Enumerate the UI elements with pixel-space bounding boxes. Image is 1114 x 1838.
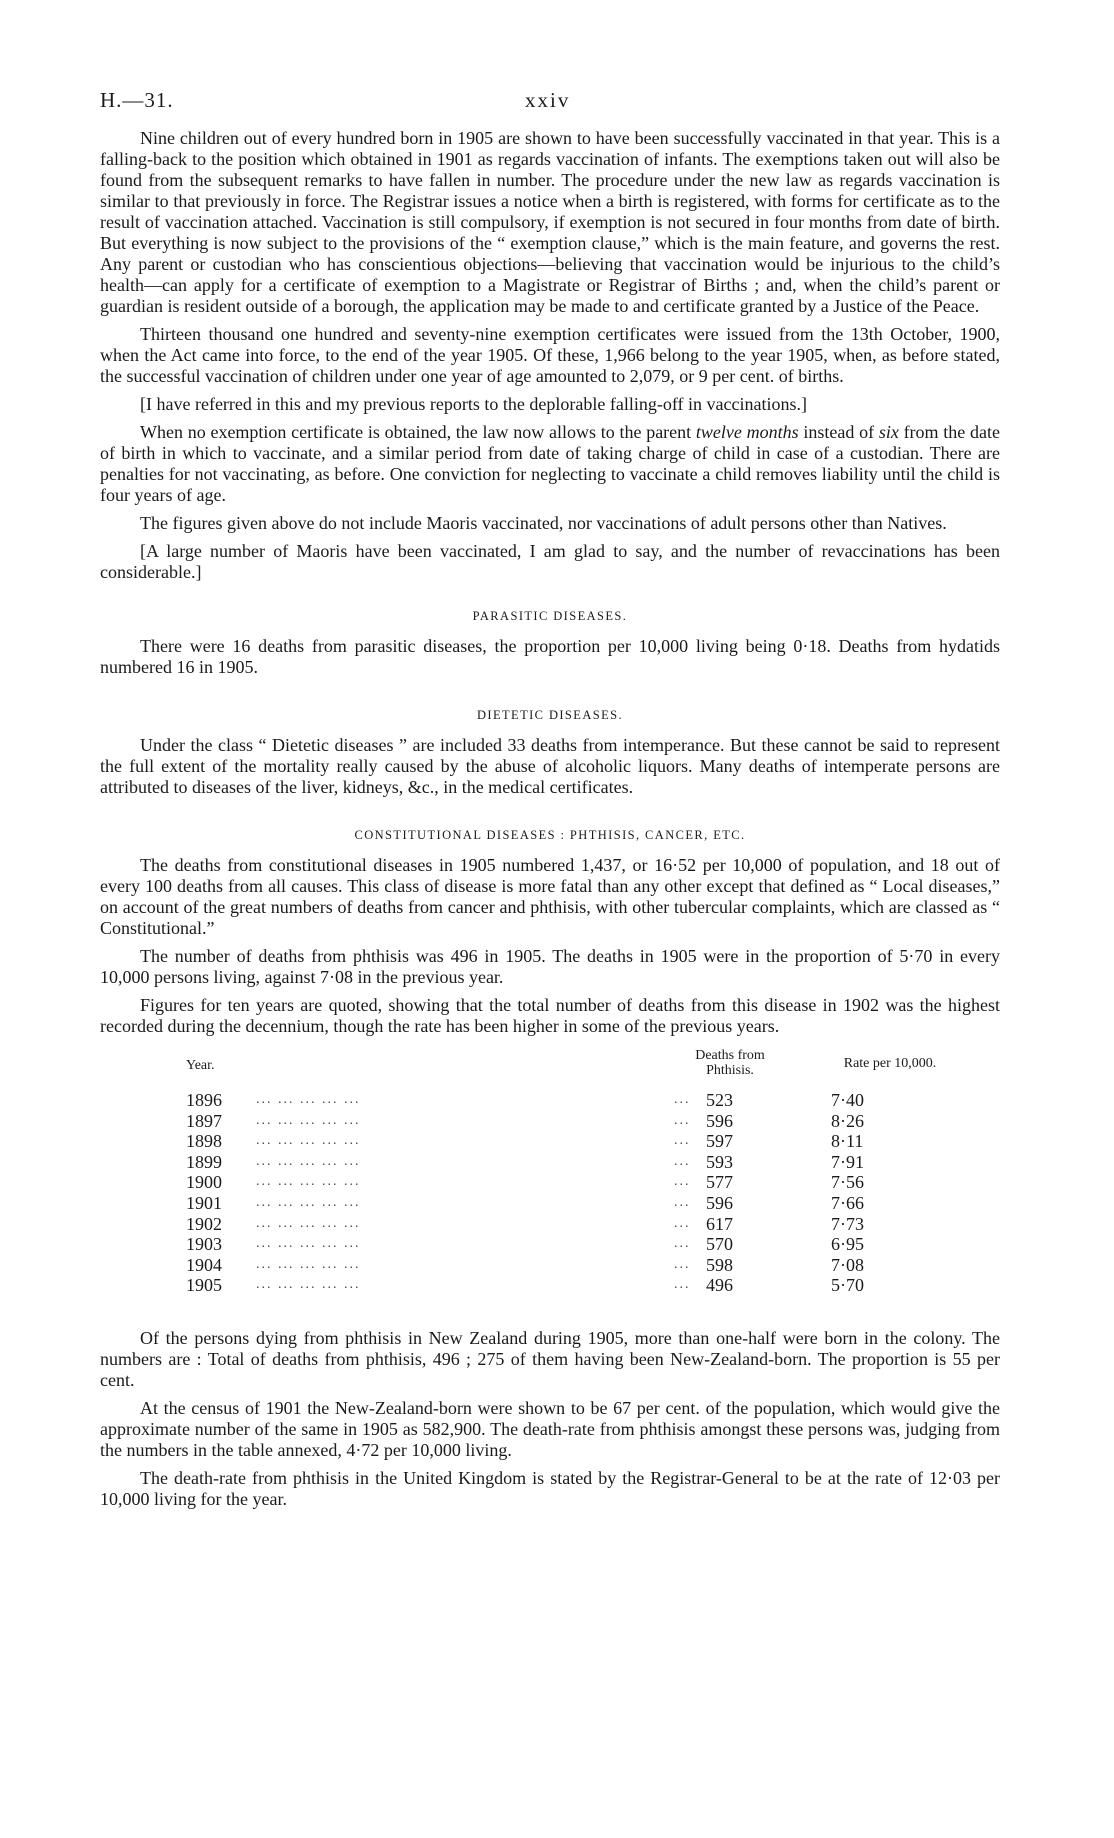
- leader-dots: ...: [674, 1195, 691, 1210]
- leader-dots: ... ... ... ... ...: [256, 1277, 361, 1293]
- deaths-cell: 593: [706, 1151, 733, 1172]
- rate-cell: 7·73: [831, 1213, 864, 1234]
- rate-cell: 7·56: [831, 1172, 864, 1193]
- table-row: [186, 1172, 986, 1193]
- year-cell: 1896: [186, 1090, 222, 1110]
- table-row: [186, 1152, 986, 1173]
- paragraph: The figures given above do not include Maoris vaccinated, nor vaccinations of adult persons other than Natives.: [140, 513, 947, 533]
- leader-dots: ...: [674, 1112, 691, 1128]
- paragraph: The death-rate from phthisis in the United Kingdom is stated by the Registrar-General to be at the rate of 12·03 per 10,000 living for the year.: [100, 1468, 1000, 1509]
- paragraph: [A large number of Maoris have been vaccinated, I am glad to say, and the number of revaccinations has been considerable.]: [100, 541, 1000, 582]
- leader-dots: ...: [674, 1174, 691, 1190]
- leader-dots: ... ... ... ... ...: [256, 1112, 361, 1128]
- leader-dots: ...: [674, 1153, 691, 1169]
- constitutional-section: [100, 828, 1000, 1510]
- column-header-year: Year.: [186, 1058, 215, 1073]
- leader-dots: ... ... ... ... ...: [256, 1092, 361, 1107]
- deaths-cell: 596: [706, 1110, 733, 1131]
- leader-dots: ... ... ... ... ...: [256, 1153, 361, 1169]
- leader-dots: ...: [674, 1256, 691, 1272]
- rate-cell: 8·26: [831, 1110, 864, 1131]
- rate-cell: 7·08: [831, 1254, 864, 1275]
- paragraph: Figures for ten years are quoted, showing that the total number of deaths from this disease in 1902 was the highest recorded during the decennium, though the rate has been higher in some of the previous years.: [100, 995, 1000, 1036]
- section-heading: CONSTITUTIONAL DISEASES : PHTHISIS, CANCER, ETC.: [354, 828, 746, 842]
- year-cell: 1904: [186, 1254, 222, 1275]
- table-row: [186, 1255, 986, 1276]
- year-cell: 1900: [186, 1172, 222, 1193]
- year-cell: 1898: [186, 1131, 222, 1152]
- table-row: [186, 1214, 986, 1235]
- year-cell: 1901: [186, 1193, 222, 1213]
- year-cell: 1903: [186, 1234, 222, 1255]
- leader-dots: ...: [674, 1215, 691, 1231]
- leader-dots: ... ... ... ... ...: [256, 1195, 361, 1210]
- leader-dots: ...: [674, 1092, 691, 1107]
- leader-dots: ...: [674, 1277, 691, 1293]
- leader-dots: ... ... ... ... ...: [256, 1174, 361, 1190]
- column-header-rate: Rate per 10,000.: [843, 1056, 937, 1071]
- section-heading: DIETETIC DISEASES.: [476, 708, 624, 722]
- emphasis: six: [878, 422, 899, 442]
- parasitic-section: [100, 609, 1000, 678]
- table-row: [186, 1234, 986, 1255]
- section-heading: PARASITIC DISEASES.: [472, 609, 628, 623]
- deaths-cell: 598: [706, 1254, 733, 1275]
- rate-cell: 5·70: [831, 1275, 864, 1296]
- year-cell: 1902: [186, 1213, 222, 1234]
- year-cell: 1905: [186, 1275, 222, 1296]
- rate-cell: 7·40: [831, 1090, 864, 1110]
- paragraph: There were 16 deaths from parasitic diseases, the proportion per 10,000 living being 0·18. Deaths from hydatids numbered 16 in 1905.: [100, 636, 1000, 677]
- page-number: xxiv: [525, 88, 571, 112]
- deaths-cell: 523: [706, 1090, 733, 1110]
- emphasis: twelve months: [695, 422, 799, 442]
- column-header-deaths: Deaths from Phthisis.: [695, 1048, 765, 1078]
- deaths-cell: 570: [706, 1234, 733, 1255]
- leader-dots: ...: [674, 1133, 691, 1149]
- deaths-cell: 496: [706, 1275, 733, 1296]
- table-row: [186, 1193, 986, 1214]
- table-row: [186, 1111, 986, 1132]
- leader-dots: ... ... ... ... ...: [256, 1133, 361, 1149]
- paragraph: Of the persons dying from phthisis in New Zealand during 1905, more than one-half were born in the colony. The numbers are : Total of deaths from phthisis, 496 ; 275 of them having been New-Zealand-born. The proportion is 55 per cent.: [100, 1328, 1000, 1390]
- leader-dots: ... ... ... ... ...: [256, 1236, 361, 1252]
- rate-cell: 8·11: [831, 1131, 864, 1152]
- paragraph: The deaths from constitutional diseases in 1905 numbered 1,437, or 16·52 per 10,000 of population, and 18 out of every 100 deaths from all causes. This class of disease is more fatal than any other except that defined as “ Local diseases,” on account of the great numbers of deaths from cancer and phthisis, with other tubercular complaints, which are classed as “ Constitutional.”: [100, 855, 1000, 938]
- rate-cell: 6·95: [831, 1234, 864, 1255]
- deaths-cell: 577: [706, 1172, 733, 1193]
- dietetic-section: [100, 708, 1000, 798]
- leader-dots: ... ... ... ... ...: [256, 1256, 361, 1272]
- year-cell: 1899: [186, 1151, 222, 1172]
- page-header: [100, 88, 1000, 128]
- deaths-cell: 597: [706, 1131, 733, 1152]
- year-cell: 1897: [186, 1110, 222, 1131]
- leader-dots: ... ... ... ... ...: [256, 1215, 361, 1231]
- paragraph: When no exemption certificate is obtained, the law now allows to the parent twelve months instead of six from the date of birth in which to vaccinate, and a similar period from date of taking charge of child in case of a custodian. There are penalties for not vaccinating, as before. One conviction for neglecting to vaccinate a child removes liability until the child is four years of age.: [100, 422, 1000, 505]
- leader-dots: ...: [674, 1236, 691, 1252]
- paragraph: Thirteen thousand one hundred and seventy-nine exemption certificates were issued from the 13th October, 1900, when the Act came into force, to the end of the year 1905. Of these, 1,966 belong to the year 1905, when, as before stated, the successful vaccination of children under one year of age amounted to 2,079, or 9 per cent. of births.: [100, 324, 1000, 386]
- document-reference: H.—31.: [100, 88, 174, 112]
- vaccination-section: [100, 128, 1000, 583]
- paragraph: [I have referred in this and my previous reports to the deplorable falling-off in vaccinations.]: [140, 394, 807, 414]
- table-row: [186, 1090, 986, 1111]
- deaths-cell: 596: [706, 1193, 733, 1213]
- paragraph: Under the class “ Dietetic diseases ” are included 33 deaths from intemperance. But these cannot be said to represent the full extent of the mortality really caused by the abuse of alcoholic liquors. Many deaths of intemperate persons are attributed to diseases of the liver, kidneys, &c., in the medical certificates.: [100, 735, 1000, 797]
- rate-cell: 7·91: [831, 1151, 864, 1172]
- rate-cell: 7·66: [831, 1193, 864, 1213]
- paragraph: The number of deaths from phthisis was 496 in 1905. The deaths in 1905 were in the proportion of 5·70 in every 10,000 persons living, against 7·08 in the previous year.: [100, 946, 1000, 987]
- deaths-cell: 617: [706, 1213, 733, 1234]
- paragraph: At the census of 1901 the New-Zealand-born were shown to be 67 per cent. of the population, which would give the approximate number of the same in 1905 as 582,900. The death-rate from phthisis amongst these persons was, judging from the numbers in the table annexed, 4·72 per 10,000 living.: [100, 1398, 1000, 1460]
- document-page: [100, 88, 1000, 1517]
- paragraph: Nine children out of every hundred born in 1905 are shown to have been successfully vaccinated in that year. This is a falling-back to the position which obtained in 1901 as regards vaccination of infants. The exemptions taken out will also be found from the subsequent remarks to have fallen in number. The procedure under the new law as regards vaccination is similar to that previously in force. The Registrar issues a notice when a birth is registered, with forms for certificate as to the result of vaccination attached. Vaccination is still compulsory, if exemption is not secured in four months from date of birth. But everything is now subject to the provisions of the “ exemption clause,” which is the main feature, and governs the rest. Any parent or custodian who has conscientious objections—believing that vaccination would be injurious to the child’s health—can apply for a certificate of exemption to a Magistrate or Registrar of Births ; and, when the child’s parent or guardian is resident outside of a borough, the application may be made to and certificate granted by a Justice of the Peace.: [100, 128, 1000, 316]
- table-row: [186, 1275, 986, 1296]
- phthisis-table: [100, 1044, 1000, 1306]
- table-row: [186, 1131, 986, 1152]
